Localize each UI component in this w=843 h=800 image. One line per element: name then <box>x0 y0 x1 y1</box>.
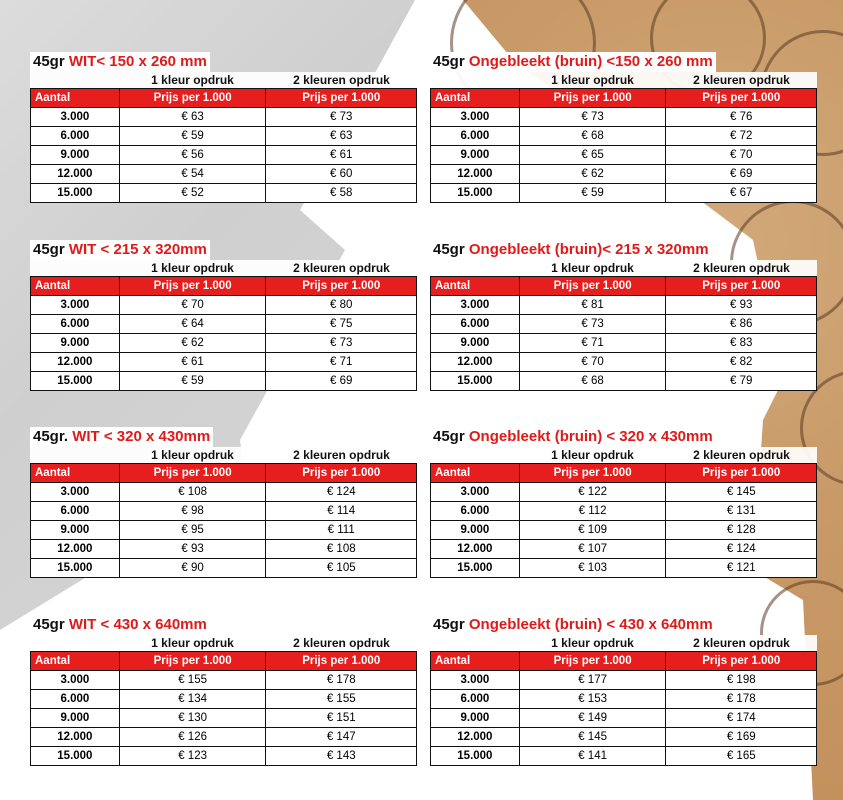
price-one-color-cell: € 122 <box>519 483 666 502</box>
price-one-color-cell: € 126 <box>119 728 266 747</box>
price-one-color-cell: € 81 <box>519 296 666 315</box>
table-row <box>431 108 817 127</box>
table-row <box>31 353 417 372</box>
paper-weight: 45gr. <box>33 428 73 445</box>
price-two-color-cell: € 86 <box>666 315 817 334</box>
print-option-header <box>430 447 817 463</box>
price-one-color-cell: € 59 <box>119 372 266 391</box>
quantity-cell: 3.000 <box>31 483 120 502</box>
quantity-cell: 6.000 <box>31 690 120 709</box>
one-color-label: 1 kleur opdruk <box>151 636 234 650</box>
paper-type-size: WIT < 430 x 640mm <box>68 616 207 633</box>
price-two-color-cell: € 105 <box>266 559 417 578</box>
table-row <box>31 502 417 521</box>
price-one-color-cell: € 90 <box>119 559 266 578</box>
two-colors-label: 2 kleuren opdruk <box>693 73 790 87</box>
quantity-cell: 12.000 <box>431 165 520 184</box>
price-two-color-cell: € 60 <box>266 165 417 184</box>
price-one-color-cell: € 54 <box>119 165 266 184</box>
quantity-cell: 12.000 <box>31 540 120 559</box>
quantity-cell: 12.000 <box>31 728 120 747</box>
paper-type-size: Ongebleekt (bruin) < 320 x 430mm <box>468 428 713 445</box>
price-one-color-cell: € 73 <box>519 108 666 127</box>
section-title <box>30 240 210 260</box>
table-row <box>31 671 417 690</box>
quantity-header: Aantal <box>31 277 120 296</box>
table-row <box>31 334 417 353</box>
price-two-color-cell: € 169 <box>666 728 817 747</box>
table-row <box>31 521 417 540</box>
price-two-color-cell: € 70 <box>666 146 817 165</box>
price-header: Prijs per 1.000 <box>119 464 266 483</box>
price-one-color-cell: € 95 <box>119 521 266 540</box>
paper-type-size: Ongebleekt (bruin) < 430 x 640mm <box>468 616 713 633</box>
price-two-color-cell: € 82 <box>666 353 817 372</box>
price-block <box>430 240 817 391</box>
paper-type-size: Ongebleekt (bruin) <150 x 260 mm <box>468 53 713 70</box>
table-row <box>431 184 817 203</box>
two-colors-label: 2 kleuren opdruk <box>293 448 390 462</box>
table-header-row <box>31 652 417 671</box>
price-block <box>430 52 817 203</box>
price-header: Prijs per 1.000 <box>119 652 266 671</box>
price-header: Prijs per 1.000 <box>519 277 666 296</box>
table-row <box>31 315 417 334</box>
price-two-color-cell: € 58 <box>266 184 417 203</box>
price-one-color-cell: € 62 <box>119 334 266 353</box>
price-two-color-cell: € 69 <box>266 372 417 391</box>
table-row <box>431 296 817 315</box>
table-row <box>31 559 417 578</box>
table-row <box>431 728 817 747</box>
table-row <box>431 165 817 184</box>
table-row <box>431 334 817 353</box>
one-color-label: 1 kleur opdruk <box>551 261 634 275</box>
table-row <box>431 502 817 521</box>
table-row <box>31 483 417 502</box>
price-two-color-cell: € 69 <box>666 165 817 184</box>
print-option-header <box>30 72 417 88</box>
table-row <box>431 709 817 728</box>
price-two-color-cell: € 143 <box>266 747 417 766</box>
paper-weight: 45gr <box>433 241 469 258</box>
price-one-color-cell: € 61 <box>119 353 266 372</box>
price-two-color-cell: € 80 <box>266 296 417 315</box>
quantity-cell: 12.000 <box>431 540 520 559</box>
price-two-color-cell: € 61 <box>266 146 417 165</box>
print-option-header <box>30 447 417 463</box>
price-one-color-cell: € 56 <box>119 146 266 165</box>
price-table <box>430 88 817 203</box>
table-header-row <box>431 277 817 296</box>
price-one-color-cell: € 149 <box>519 709 666 728</box>
table-header-row <box>31 89 417 108</box>
one-color-label: 1 kleur opdruk <box>151 448 234 462</box>
price-header: Prijs per 1.000 <box>266 652 417 671</box>
quantity-cell: 6.000 <box>31 502 120 521</box>
table-row <box>431 483 817 502</box>
print-option-header <box>430 72 817 88</box>
price-two-color-cell: € 145 <box>666 483 817 502</box>
quantity-cell: 6.000 <box>431 690 520 709</box>
price-two-color-cell: € 155 <box>266 690 417 709</box>
two-colors-label: 2 kleuren opdruk <box>693 636 790 650</box>
price-block <box>30 240 417 391</box>
paper-type-size: Ongebleekt (bruin)< 215 x 320mm <box>468 241 709 258</box>
table-row <box>431 127 817 146</box>
quantity-header: Aantal <box>431 277 520 296</box>
section-title <box>30 427 213 447</box>
price-two-color-cell: € 124 <box>666 540 817 559</box>
price-one-color-cell: € 98 <box>119 502 266 521</box>
section-title <box>430 615 716 635</box>
price-one-color-cell: € 70 <box>119 296 266 315</box>
price-header: Prijs per 1.000 <box>666 89 817 108</box>
quantity-cell: 3.000 <box>431 296 520 315</box>
price-block <box>30 615 417 766</box>
quantity-cell: 9.000 <box>31 709 120 728</box>
price-two-color-cell: € 198 <box>666 671 817 690</box>
price-table <box>430 276 817 391</box>
price-two-color-cell: € 71 <box>266 353 417 372</box>
price-table <box>30 651 417 766</box>
table-header-row <box>431 464 817 483</box>
table-row <box>31 146 417 165</box>
quantity-cell: 6.000 <box>31 127 120 146</box>
price-two-color-cell: € 83 <box>666 334 817 353</box>
one-color-label: 1 kleur opdruk <box>151 261 234 275</box>
price-two-color-cell: € 114 <box>266 502 417 521</box>
quantity-header: Aantal <box>431 89 520 108</box>
price-two-color-cell: € 178 <box>666 690 817 709</box>
price-one-color-cell: € 107 <box>519 540 666 559</box>
price-one-color-cell: € 71 <box>519 334 666 353</box>
price-two-color-cell: € 131 <box>666 502 817 521</box>
price-one-color-cell: € 134 <box>119 690 266 709</box>
quantity-cell: 3.000 <box>431 671 520 690</box>
price-one-color-cell: € 64 <box>119 315 266 334</box>
two-colors-label: 2 kleuren opdruk <box>293 261 390 275</box>
quantity-cell: 3.000 <box>431 483 520 502</box>
table-row <box>31 728 417 747</box>
quantity-cell: 15.000 <box>31 372 120 391</box>
price-one-color-cell: € 108 <box>119 483 266 502</box>
quantity-cell: 9.000 <box>31 521 120 540</box>
price-header: Prijs per 1.000 <box>666 277 817 296</box>
quantity-cell: 12.000 <box>431 728 520 747</box>
section-title <box>430 52 716 72</box>
price-two-color-cell: € 124 <box>266 483 417 502</box>
one-color-label: 1 kleur opdruk <box>551 448 634 462</box>
price-table <box>430 651 817 766</box>
one-color-label: 1 kleur opdruk <box>551 636 634 650</box>
paper-type-size: WIT< 150 x 260 mm <box>68 53 207 70</box>
price-table <box>30 463 417 578</box>
paper-weight: 45gr <box>433 53 469 70</box>
quantity-cell: 6.000 <box>431 315 520 334</box>
table-header-row <box>31 464 417 483</box>
paper-type-size: WIT < 215 x 320mm <box>68 241 207 258</box>
price-header: Prijs per 1.000 <box>266 277 417 296</box>
one-color-label: 1 kleur opdruk <box>151 73 234 87</box>
price-one-color-cell: € 70 <box>519 353 666 372</box>
table-row <box>431 372 817 391</box>
quantity-cell: 9.000 <box>31 334 120 353</box>
table-row <box>431 747 817 766</box>
table-row <box>31 296 417 315</box>
price-two-color-cell: € 73 <box>266 334 417 353</box>
price-one-color-cell: € 112 <box>519 502 666 521</box>
quantity-cell: 6.000 <box>431 127 520 146</box>
table-row <box>31 165 417 184</box>
section-title <box>30 615 210 635</box>
quantity-header: Aantal <box>431 464 520 483</box>
price-block <box>430 615 817 766</box>
section-title <box>430 240 712 260</box>
table-row <box>431 315 817 334</box>
table-row <box>31 127 417 146</box>
price-one-color-cell: € 63 <box>119 108 266 127</box>
price-one-color-cell: € 109 <box>519 521 666 540</box>
print-option-header <box>430 260 817 276</box>
paper-weight: 45gr <box>33 616 69 633</box>
price-two-color-cell: € 93 <box>666 296 817 315</box>
quantity-cell: 15.000 <box>31 747 120 766</box>
quantity-cell: 15.000 <box>431 184 520 203</box>
price-header: Prijs per 1.000 <box>666 652 817 671</box>
price-two-color-cell: € 128 <box>666 521 817 540</box>
price-table <box>30 276 417 391</box>
price-one-color-cell: € 145 <box>519 728 666 747</box>
price-two-color-cell: € 121 <box>666 559 817 578</box>
print-option-header <box>30 635 417 651</box>
price-one-color-cell: € 155 <box>119 671 266 690</box>
price-block <box>30 52 417 203</box>
quantity-cell: 15.000 <box>31 184 120 203</box>
quantity-cell: 3.000 <box>31 296 120 315</box>
price-two-color-cell: € 76 <box>666 108 817 127</box>
quantity-header: Aantal <box>31 652 120 671</box>
quantity-cell: 3.000 <box>31 108 120 127</box>
price-one-color-cell: € 73 <box>519 315 666 334</box>
table-row <box>431 540 817 559</box>
table-header-row <box>431 89 817 108</box>
quantity-header: Aantal <box>431 652 520 671</box>
print-option-header <box>430 635 817 651</box>
table-row <box>431 146 817 165</box>
table-row <box>431 690 817 709</box>
price-two-color-cell: € 67 <box>666 184 817 203</box>
price-two-color-cell: € 63 <box>266 127 417 146</box>
quantity-header: Aantal <box>31 89 120 108</box>
price-header: Prijs per 1.000 <box>519 464 666 483</box>
price-table <box>430 463 817 578</box>
price-one-color-cell: € 68 <box>519 127 666 146</box>
paper-type-size: WIT < 320 x 430mm <box>72 428 211 445</box>
paper-weight: 45gr <box>33 241 69 258</box>
print-option-header <box>30 260 417 276</box>
price-one-color-cell: € 177 <box>519 671 666 690</box>
two-colors-label: 2 kleuren opdruk <box>693 261 790 275</box>
price-header: Prijs per 1.000 <box>119 89 266 108</box>
section-title <box>30 52 210 72</box>
table-row <box>431 671 817 690</box>
price-header: Prijs per 1.000 <box>519 89 666 108</box>
price-one-color-cell: € 141 <box>519 747 666 766</box>
price-one-color-cell: € 153 <box>519 690 666 709</box>
price-header: Prijs per 1.000 <box>266 464 417 483</box>
quantity-cell: 6.000 <box>31 315 120 334</box>
table-row <box>31 184 417 203</box>
quantity-cell: 3.000 <box>431 108 520 127</box>
table-row <box>31 747 417 766</box>
quantity-cell: 12.000 <box>431 353 520 372</box>
quantity-cell: 9.000 <box>431 709 520 728</box>
quantity-cell: 9.000 <box>431 146 520 165</box>
table-row <box>31 540 417 559</box>
quantity-cell: 15.000 <box>431 559 520 578</box>
paper-weight: 45gr <box>33 53 69 70</box>
price-one-color-cell: € 123 <box>119 747 266 766</box>
price-one-color-cell: € 52 <box>119 184 266 203</box>
price-two-color-cell: € 174 <box>666 709 817 728</box>
price-one-color-cell: € 59 <box>519 184 666 203</box>
quantity-cell: 9.000 <box>431 334 520 353</box>
price-two-color-cell: € 108 <box>266 540 417 559</box>
table-row <box>431 521 817 540</box>
price-one-color-cell: € 93 <box>119 540 266 559</box>
price-one-color-cell: € 103 <box>519 559 666 578</box>
price-one-color-cell: € 65 <box>519 146 666 165</box>
price-two-color-cell: € 151 <box>266 709 417 728</box>
quantity-cell: 15.000 <box>31 559 120 578</box>
quantity-cell: 3.000 <box>31 671 120 690</box>
price-one-color-cell: € 68 <box>519 372 666 391</box>
price-header: Prijs per 1.000 <box>119 277 266 296</box>
quantity-header: Aantal <box>31 464 120 483</box>
table-row <box>31 690 417 709</box>
price-two-color-cell: € 111 <box>266 521 417 540</box>
table-row <box>431 353 817 372</box>
quantity-cell: 9.000 <box>431 521 520 540</box>
two-colors-label: 2 kleuren opdruk <box>293 73 390 87</box>
table-header-row <box>31 277 417 296</box>
section-title <box>430 427 716 447</box>
quantity-cell: 15.000 <box>431 747 520 766</box>
price-header: Prijs per 1.000 <box>666 464 817 483</box>
price-two-color-cell: € 72 <box>666 127 817 146</box>
price-header: Prijs per 1.000 <box>266 89 417 108</box>
two-colors-label: 2 kleuren opdruk <box>693 448 790 462</box>
price-two-color-cell: € 178 <box>266 671 417 690</box>
price-table <box>30 88 417 203</box>
quantity-cell: 12.000 <box>31 165 120 184</box>
price-block <box>430 427 817 578</box>
price-two-color-cell: € 147 <box>266 728 417 747</box>
quantity-cell: 15.000 <box>431 372 520 391</box>
paper-weight: 45gr <box>433 616 469 633</box>
quantity-cell: 9.000 <box>31 146 120 165</box>
price-one-color-cell: € 59 <box>119 127 266 146</box>
one-color-label: 1 kleur opdruk <box>551 73 634 87</box>
quantity-cell: 12.000 <box>31 353 120 372</box>
price-one-color-cell: € 130 <box>119 709 266 728</box>
price-two-color-cell: € 79 <box>666 372 817 391</box>
price-block <box>30 427 417 578</box>
table-row <box>31 108 417 127</box>
two-colors-label: 2 kleuren opdruk <box>293 636 390 650</box>
table-row <box>31 372 417 391</box>
price-two-color-cell: € 75 <box>266 315 417 334</box>
price-two-color-cell: € 165 <box>666 747 817 766</box>
price-one-color-cell: € 62 <box>519 165 666 184</box>
table-row <box>431 559 817 578</box>
quantity-cell: 6.000 <box>431 502 520 521</box>
paper-weight: 45gr <box>433 428 469 445</box>
table-row <box>31 709 417 728</box>
table-header-row <box>431 652 817 671</box>
price-header: Prijs per 1.000 <box>519 652 666 671</box>
price-two-color-cell: € 73 <box>266 108 417 127</box>
